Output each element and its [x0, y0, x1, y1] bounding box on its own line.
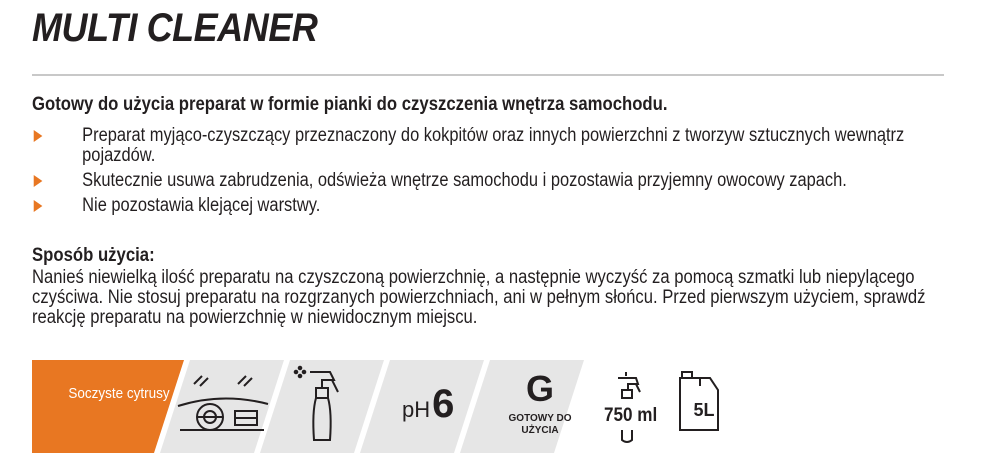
- scent-panel: [32, 360, 184, 453]
- product-title: MULTI CLEANER: [32, 6, 318, 50]
- volume-750ml: 750 ml: [604, 405, 658, 426]
- arrow-bullet-icon: [34, 200, 43, 212]
- feature-item: [32, 171, 906, 191]
- feature-text: Preparat myjąco-czyszczący przeznaczony do kokpitów oraz innych powierzchni z tworzyw sztucznych wewnątrz pojazdów.: [82, 125, 905, 166]
- usage-text: Nanieś niewielką ilość preparatu na czyszczoną powierzchnię, a następnie wyczyść za pomocą szmatki lub niepylącego czyściwa. Nie stosuj preparatu na rozgrzanych powierzchniach, ani w pełnym słońcu. Przed pierwszym użyciem, sprawdź reakcję preparatu na powierzchnię w niewidocznym miejscu.: [32, 267, 926, 328]
- ph-value: 6: [432, 382, 455, 426]
- volume-5l: 5L: [693, 400, 715, 420]
- usage-heading: Sposób użycia:: [32, 245, 155, 266]
- title-divider: [32, 74, 944, 76]
- product-lead: Gotowy do użycia preparat w formie pianki do czyszczenia wnętrza samochodu.: [32, 94, 668, 115]
- feature-item: [32, 126, 906, 166]
- info-strip-graphic: [32, 360, 592, 453]
- arrow-bullet-icon: [34, 130, 43, 142]
- ph-badge: [402, 382, 454, 427]
- feature-text: Nie pozostawia klejącej warstwy.: [82, 195, 321, 216]
- scent-label: Soczyste cytrusy: [68, 385, 170, 402]
- info-strip: [32, 360, 592, 453]
- ready-label: GOTOWY DO UŻYCIA: [508, 413, 572, 436]
- feature-list: [32, 126, 906, 221]
- ph-prefix: pH: [402, 397, 431, 422]
- ready-letter: G: [525, 368, 554, 409]
- feature-item: [32, 196, 906, 216]
- arrow-bullet-icon: [34, 175, 43, 187]
- feature-text: Skutecznie usuwa zabrudzenia, odświeża wnętrze samochodu i pozostawia przyjemny owocowy zapach.: [82, 170, 847, 191]
